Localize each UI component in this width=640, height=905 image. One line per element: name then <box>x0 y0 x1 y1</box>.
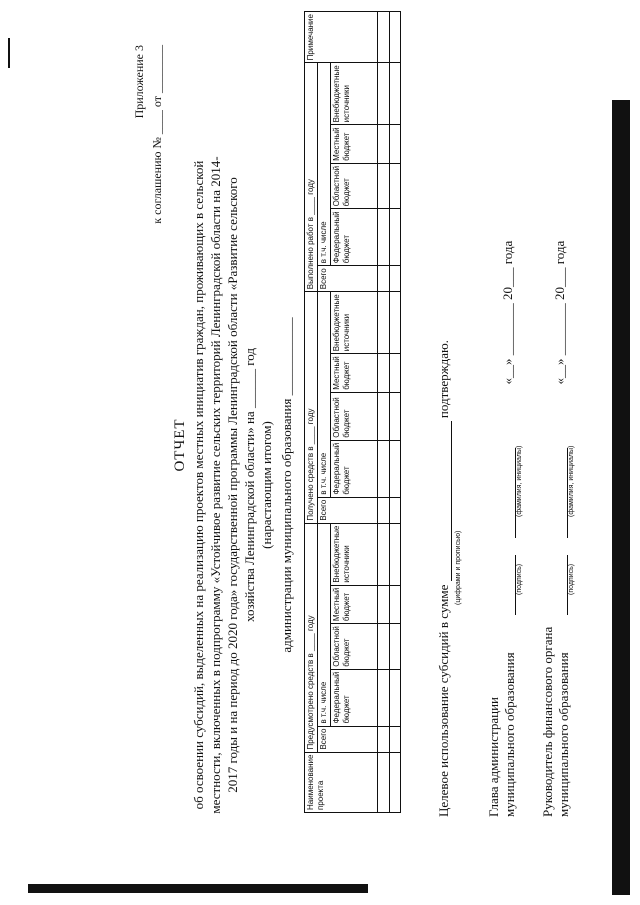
signature-2-date: «__» ________ 20___ года <box>552 240 567 385</box>
federal-header: Федеральный бюджет <box>331 440 378 497</box>
report-title: ОТЧЕТ <box>172 418 188 472</box>
sum-text-after: подтверждаю. <box>436 340 451 419</box>
signature-1-date: «__» ________ 20___ года <box>500 240 515 385</box>
signature-1-title-line: Глава администрации <box>486 696 501 817</box>
regional-header: Областной бюджет <box>331 624 378 670</box>
local-header: Местный бюджет <box>331 354 378 393</box>
appendix-label: Приложение 3 <box>132 45 146 119</box>
signature-2-name-caption: (фамилия, инициалы) <box>568 445 575 517</box>
extra-header: Внебюджетные источники <box>331 523 378 585</box>
report-subtitle-line: администрации муниципального образования ____________ <box>279 317 294 653</box>
signature-1-title <box>486 597 518 817</box>
federal-header: Федеральный бюджет <box>331 209 378 266</box>
extra-header: Внебюджетные источники <box>331 292 378 354</box>
signature-1-sign-blank <box>503 555 516 615</box>
signature-1-name-blank <box>503 448 516 538</box>
signature-2-sign-blank <box>555 555 568 615</box>
regional-header: Областной бюджет <box>331 163 378 209</box>
report-subtitle-line: местности, включенных в подпрограмму «Устойчивое развитие сельских территорий Ленинградской области на 2014- <box>208 156 223 814</box>
report-table <box>304 11 401 813</box>
sum-caption: (цифрами и прописью) <box>455 530 462 605</box>
signature-2-title <box>540 597 572 817</box>
signature-2-row <box>552 55 568 615</box>
report-subtitle-line: 2017 годы и на период до 2020 года» государственной программы Ленинградской области «Развитие сельского <box>225 177 240 793</box>
group-done-header: Выполнено работ в ____ году <box>305 63 318 292</box>
table-row <box>390 12 401 813</box>
agreement-label: к соглашению № ____ от ________ <box>150 45 164 224</box>
sum-text-before: Целевое использование субсидий в сумме <box>436 584 451 817</box>
col-notes-header: Примечание <box>305 12 378 63</box>
signature-2-sign-caption: (подпись) <box>568 563 575 595</box>
local-header: Местный бюджет <box>331 125 378 164</box>
federal-header: Федеральный бюджет <box>331 669 378 726</box>
incl-header: в т.ч. числе <box>318 523 331 726</box>
report-subtitle-line: (нарастающим итогом) <box>259 421 274 549</box>
total-header: Всего <box>318 497 378 523</box>
incl-header: в т.ч. числе <box>318 292 331 497</box>
table-row <box>378 12 390 813</box>
signature-2-title-line: муниципального образования <box>556 652 571 817</box>
sum-blank <box>439 421 452 581</box>
signature-2-name-blank <box>555 448 568 538</box>
report-subtitle-line: хозяйства Ленинградской области» на ______ год <box>242 348 257 622</box>
group-planned-header: Предусмотрено средств в ____ году <box>305 523 318 752</box>
signature-2-title-line: Руководитель финансового органа <box>540 626 555 817</box>
signature-1-name-caption: (фамилия, инициалы) <box>516 445 523 517</box>
report-subtitle-line: об освоении субсидий, выделенных на реализацию проектов местных инициатив граждан, проживающих в сельской <box>191 160 206 810</box>
total-header: Всего <box>318 726 378 752</box>
total-header: Всего <box>318 266 378 292</box>
incl-header: в т.ч. числе <box>318 63 331 266</box>
group-received-header: Получено средств в ____ году <box>305 292 318 523</box>
sum-confirmation-line <box>436 57 452 817</box>
signature-1-sign-caption: (подпись) <box>516 563 523 595</box>
regional-header: Областной бюджет <box>331 392 378 440</box>
local-header: Местный бюджет <box>331 585 378 624</box>
signature-1-row <box>500 55 516 615</box>
col-project-header: Наименование проекта <box>305 752 378 812</box>
signature-1-title-line: муниципального образования <box>502 652 517 817</box>
extra-header: Внебюджетные источники <box>331 63 378 125</box>
